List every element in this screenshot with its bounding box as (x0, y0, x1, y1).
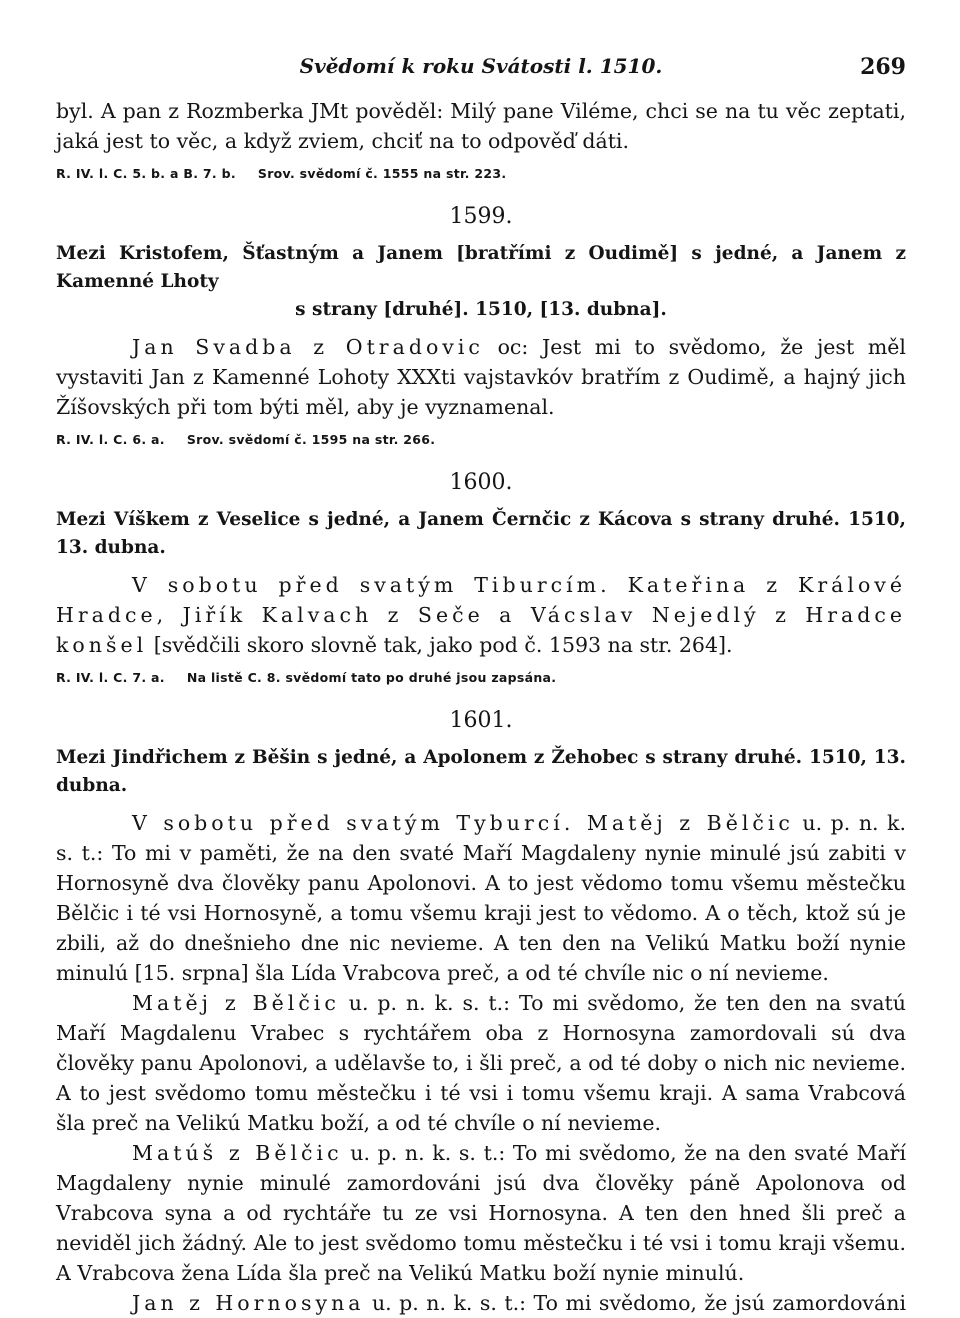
running-head (56, 54, 906, 84)
intro-paragraph (56, 96, 906, 156)
speaker-name: Jan Svadba z Otradovic (132, 335, 484, 359)
cross-ref: Na listě C. 8. svědomí tato po druhé jsou zapsána. (186, 670, 557, 685)
regest-1599-line2: s strany [druhé]. 1510, [13. dubna]. (295, 299, 667, 320)
cross-ref: Srov. svědomí č. 1555 na str. 223. (257, 166, 507, 181)
testimony-1600 (56, 570, 906, 660)
regest-1601: Mezi Jindřichem z Běšin s jedné, a Apolonem z Žehobec s strany druhé. 1510, 13. dubna. (56, 747, 906, 796)
testimony-1601-3 (56, 1138, 906, 1288)
speaker-name: V sobotu před svatým Tiburcím. Kateřina z Králové Hradce, Jiřík Kalvach z Seče a Vácslav Nejedlý z Hradce konšel (56, 573, 906, 657)
source-ref: R. IV. l. C. 6. a. (56, 432, 165, 447)
testimony-1599 (56, 332, 906, 422)
regest-1600: Mezi Víškem z Veselice s jedné, a Janem Černčic z Kácova s strany druhé. 1510, 13. dubna. (56, 509, 906, 558)
speaker-name: V sobotu před svatým Tyburcí. Matěj z Bělčic (132, 811, 794, 835)
entry-number-1601: 1601. (449, 708, 513, 733)
source-note-1600 (56, 668, 906, 688)
testimony-1601-2 (56, 988, 906, 1138)
regest-1599-line1: Mezi Kristofem, Šťastným a Janem [bratřími z Oudimě] s jedné, a Janem z Kamenné Lhoty (56, 243, 906, 292)
cross-ref: Srov. svědomí č. 1595 na str. 266. (186, 432, 436, 447)
testimony-text: [svědčili skoro slovně tak, jako pod č. 1593 na str. 264]. (147, 633, 733, 657)
intro-text: byl. A pan z Rozmberka JMt pověděl: Milý pane Viléme, chci se na tu věc zeptati, jaká jest to věc, a když zviem, chciť na to odpověď dáti. (56, 99, 906, 153)
testimony-text: u. p. n. k. s. t.: To mi v paměti, že na den svaté Maří Magdaleny nynie minulé jsú zabiti v Hornosyně dva člověky panu Apolonovi. A to jest vědomo tomu všemu městečku Bělčic i té vsi Hornosyně, a tomu všemu kraji jest to vědomo. A o těch, ktož sú je zbili, až do dnešnieho dne nic nevieme. A ten den na Velikú Matku boží nynie minulú [15. srpna] šla Lída Vrabcova preč, a od té chvíle nic o ní nevieme. (56, 811, 906, 985)
speaker-name: Matúš z Bělčic (132, 1141, 343, 1165)
speaker-name: Matěj z Bělčic (132, 991, 340, 1015)
source-ref: R. IV. l. C. 7. a. (56, 670, 165, 685)
running-title: Svědomí k roku Svátosti l. 1510. (299, 54, 663, 78)
entry-number-1599: 1599. (449, 204, 513, 229)
testimony-text: u. p. n. k. s. t.: To mi svědomo, že na den svaté Maří Magdaleny nynie minulé zamordováni jsú dva člověky páně Apolonova od Vrabcova syna a od rychtáře tu ze vsi Hornosyna. A ten den hned šli preč a neviděl jich žádný. Ale to jest svědomo tomu městečku i té vsi i tomu kraji všemu. A Vrabcova žena Lída šla preč na Velikú Matku boží nynie minulú. (56, 1141, 907, 1285)
source-note-1599 (56, 430, 906, 450)
testimony-1601-1 (56, 808, 906, 988)
testimony-1601-4 (56, 1288, 906, 1318)
page-number: 269 (860, 54, 906, 80)
source-ref: R. IV. l. C. 5. b. a B. 7. b. (56, 166, 236, 181)
regest-1599 (56, 240, 906, 324)
testimony-text: u. p. n. k. s. t.: To mi svědomo, že ten den na svatú Maří Magdalenu Vrabec s rychtářem oba z Hornosyna zamordovali sú dva člověky panu Apolonovi, a udělavše to, i šli preč, a od té doby o nich nic nevieme. A to jest svědomo tomu městečku i té vsi i tomu všemu kraji. A sama Vrabcová šla preč na Velikú Matku boží, a od té chvíle o ní nevieme. (56, 991, 907, 1135)
speaker-name: Jan z Hornosyna (132, 1291, 365, 1315)
testimony-text: oc: Jest mi to svědomo, že jest měl vystaviti Jan z Kamenné Lohoty XXXti vajstavkóv bratřím z Oudimě, a hajný jich Žíšovských při tom býti měl, aby je vyznamenal. (56, 335, 906, 419)
entry-number-1600: 1600. (449, 470, 513, 495)
source-note-intro (56, 164, 906, 184)
page-body (56, 96, 906, 1318)
testimony-text: u. p. n. k. s. t.: To mi svědomo, že jsú zamordováni (364, 1291, 906, 1315)
